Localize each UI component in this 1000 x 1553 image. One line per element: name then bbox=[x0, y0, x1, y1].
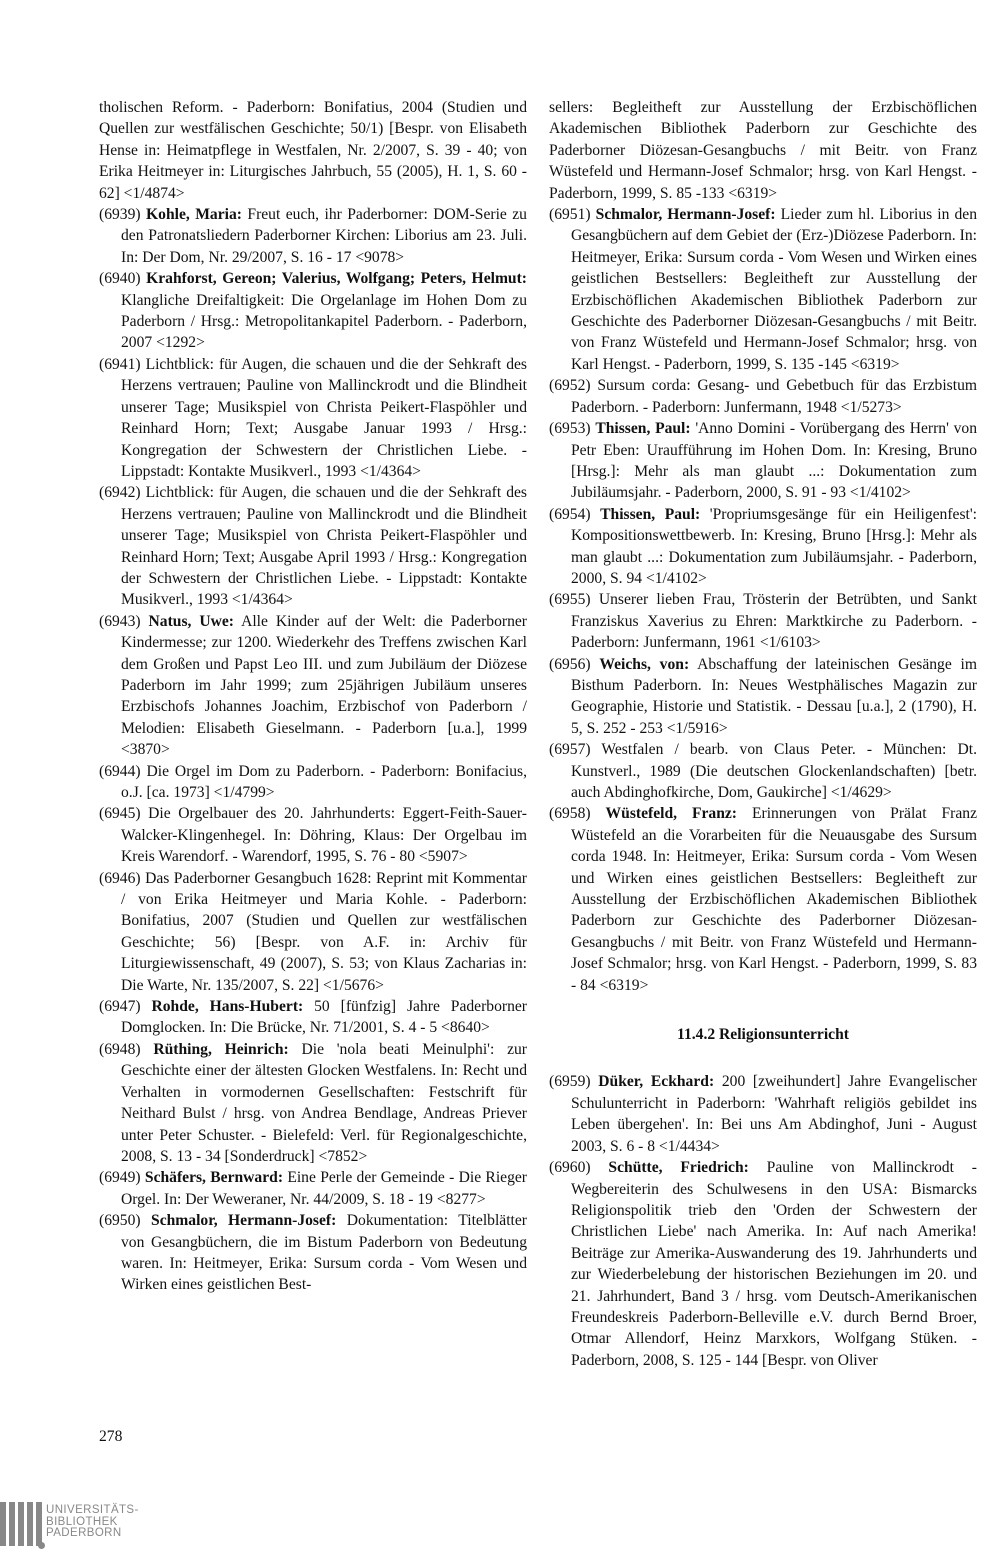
entry-number: (6954) bbox=[549, 505, 591, 523]
entry-number: (6960) bbox=[549, 1159, 591, 1177]
bibliography-entry bbox=[99, 354, 527, 482]
entry-text: Sursum corda: Gesang- und Gebetbuch für das Erzbistum Paderborn. - Paderborn: Junfermann, 1948 <1/5273> bbox=[571, 377, 977, 416]
entry-author: Thissen, Paul: bbox=[600, 505, 701, 523]
entry-text: 50 [fünfzig] Jahre Paderborner Domglocken. In: Die Brücke, Nr. 71/2001, S. 4 - 5 <8640> bbox=[121, 998, 527, 1037]
entry-number: (6944) bbox=[99, 762, 141, 780]
entry-number: (6943) bbox=[99, 612, 141, 630]
bibliography-entry bbox=[549, 375, 977, 418]
entry-text: 'Propriumsgesänge für ein Heiligenfest': Kompositionswettbewerb. In: Kresing, Bruno [Hrsg.]: Mehr als man glaubt ...: Dokumentation zum Jubiläumsjahr. - Paderborn, 2000, S. 94 <1/4102> bbox=[571, 505, 977, 587]
entry-number: (6942) bbox=[99, 484, 141, 502]
entry-text: Abschaffung der lateinischen Gesänge im Bisthum Paderborn. In: Neues Westphälisches Magazin zur Geographie, Historie und Statistik. - Dessau [u.a.], 2 (1790), H. 5, S. 252 - 253 <1/5916> bbox=[571, 655, 977, 737]
entry-text: Lieder zum hl. Liborius in den Gesangbüchern auf dem Gebiet der (Erz-)Diözese Paderborn. In: Heitmeyer, Erika: Sursum corda - Vom Wesen und Wirken eines geistlichen Bestsellers: Begleitheft zur Ausstellung der Erzbischöflichen Akademischen Bibliothek Paderborn zur Geschichte des Paderborner Diözesan-Gesangbuchs / mit Beitr. von Franz Wüstefeld und Hermann-Josef Schmalor; hrsg. von Karl Hengst. - Paderborn, 1999, S. 135 -145 <6319> bbox=[571, 206, 978, 373]
entry-author: Rohde, Hans-Hubert: bbox=[151, 998, 304, 1016]
bibliography-entry bbox=[99, 611, 527, 761]
entry-text: Pauline von Mallinckrodt - Wegbereiterin des Schulwesens in den USA: Bismarcks Religionspolitik trieb den 'Orden der Schwestern der Christlichen Liebe' nach Amerika. In: Auf nach Amerika! Beiträge zur Amerika-Auswanderung des 19. Jahrhunderts und zur Wiederbelebung der historischen Beziehungen im 20. und 21. Jahrhundert, Band 3 / hrsg. vom Deutsch-Amerikanischen Freundeskreis Paderborn-Belleville e.V. durch Bernd Broer, Otmar Allendorf, Heinz Marxkors, Wolfgang Stüken. - Paderborn, 2008, S. 125 - 144 [Bespr. von Oliver bbox=[571, 1159, 977, 1369]
entry-number: (6950) bbox=[99, 1212, 141, 1230]
entry-number: (6955) bbox=[549, 591, 591, 609]
entry-text: Die Orgel im Dom zu Paderborn. - Paderborn: Bonifacius, o.J. [ca. 1973] <1/4799> bbox=[121, 762, 527, 801]
logo-line-3: PADERBORN bbox=[46, 1527, 122, 1539]
left-column bbox=[99, 97, 527, 1296]
bibliography-entry bbox=[99, 1210, 527, 1296]
bibliography-entry bbox=[549, 418, 977, 504]
entry-number: (6952) bbox=[549, 377, 591, 395]
entry-author: Düker, Eckhard: bbox=[598, 1073, 715, 1091]
entry-text: 200 [zweihundert] Jahre Evangelischer Schulunterricht in Paderborn: 'Wahrhaft religiös gebildet ins Leben übergehen'. In: Bei uns Am Abdinghof, Juni - August 2003, S. 6 - 8 <1/4434> bbox=[571, 1073, 977, 1155]
bibliography-entry bbox=[99, 1167, 527, 1210]
bibliography-entry bbox=[549, 654, 977, 740]
bibliography-entry bbox=[99, 803, 527, 867]
bibliography-entry bbox=[99, 996, 527, 1039]
logo-bars-icon bbox=[0, 1502, 42, 1546]
entry-text: Lichtblick: für Augen, die schauen und die der Sehkraft des Herzens vertrauen; Pauline von Mallinckrodt und die Blindheit unserer Tage; Musikspiel von Christa Peikert-Flaspöhler und Reinhard Horn; Text; Ausgabe April 1993 / Hrsg.: Kongregation der Schwestern der Christlichen Liebe. - Lippstadt: Kontakte Musikverl., 1993 <1/4364> bbox=[121, 484, 527, 609]
entry-author: Schütte, Friedrich: bbox=[608, 1159, 749, 1177]
entry-text: 'Anno Domini - Vorübergang des Herrn' von Petr Eben: Uraufführung im Hohen Dom. In: Kresing, Bruno [Hrsg.]: Mehr als man glaubt ...: Dokumentation zum Jubiläumsjahr. - Paderborn, 2000, S. 91 - 93 <1/4102> bbox=[571, 420, 977, 502]
logo-dot-icon bbox=[38, 1542, 45, 1549]
bibliography-entry bbox=[549, 739, 977, 803]
entry-text: Das Paderborner Gesangbuch 1628: Reprint mit Kommentar / von Erika Heitmeyer und Maria Kohle. - Paderborn: Bonifatius, 2007 (Studien und Quellen zur westfälischen Geschichte; 56) [Bespr. von A.F. in: Archiv für Liturgiewissenschaft, 49 (2007), S. 53; von Klaus Zacharias in: Die Warte, Nr. 135/2007, S. 22] <1/5676> bbox=[121, 869, 527, 994]
left-entry-list bbox=[99, 204, 527, 1296]
entry-author: Rüthing, Heinrich: bbox=[153, 1040, 289, 1058]
bibliography-entry bbox=[99, 1039, 527, 1167]
entry-number: (6947) bbox=[99, 998, 141, 1016]
entry-number: (6958) bbox=[549, 805, 591, 823]
entry-author: Thissen, Paul: bbox=[595, 420, 691, 438]
bibliography-entry bbox=[549, 504, 977, 590]
entry-number: (6949) bbox=[99, 1169, 141, 1187]
bibliography-entry bbox=[99, 761, 527, 804]
bibliography-entry bbox=[549, 803, 977, 996]
entry-number: (6959) bbox=[549, 1073, 591, 1091]
bibliography-entry bbox=[549, 589, 977, 653]
entry-number: (6940) bbox=[99, 270, 141, 288]
section-heading: 11.4.2 Religionsunterricht bbox=[677, 1026, 849, 1044]
entry-text: Erinnerungen von Prälat Franz Wüstefeld an die Vorarbeiten für die Neuausgabe des Sursum corda 1948. In: Heitmeyer, Erika: Sursum corda - Vom Wesen und Wirken eines geistlichen Bestsellers: Begleitheft zur Ausstellung der Erzbischöflichen Akademischen Bibliothek Paderborn zur Geschichte des Paderborner Diözesan-Gesangbuchs / mit Beitr. von Franz Wüstefeld und Hermann-Josef Schmalor; hrsg. von Karl Hengst. - Paderborn, 1999, S. 83 - 84 <6319> bbox=[571, 805, 977, 994]
entry-text: Unserer lieben Frau, Trösterin der Betrübten, und Sankt Franziskus Xaverius zu Ehren: Marktkirche zu Paderborn. - Paderborn: Junfermann, 1961 <1/6103> bbox=[571, 591, 977, 652]
entry-number: (6956) bbox=[549, 655, 591, 673]
entry-author: Weichs, von: bbox=[599, 655, 690, 673]
entry-text: Dokumentation: Titelblätter von Gesangbüchern, die im Bistum Paderborn von Bedeutung waren. In: Heitmeyer, Erika: Sursum corda - Vom Wesen und Wirken eines geistlichen Best- bbox=[121, 1212, 527, 1294]
entry-text: Klangliche Dreifaltigkeit: Die Orgelanlage im Hohen Dom zu Paderborn / Hrsg.: Metropolitankapitel Paderborn. - Paderborn, 2007 <1292> bbox=[121, 291, 527, 352]
entry-text: Die 'nola beati Meinulphi': zur Geschichte einer der ältesten Glocken Westfalens. In: Recht und Verhalten in vormodernen Gesellschaften: Festschrift für Neithard Bulst / hrsg. von Andrea Bendlage, Andreas Priever unter Peter Schuster. - Bielefeld: Verl. für Regionalgeschichte, 2008, S. 13 - 34 [Sonderdruck] <7852> bbox=[121, 1040, 527, 1165]
entry-text: Die Orgelbauer des 20. Jahrhunderts: Eggert-Feith-Sauer-Walcker-Klingenhegel. In: Döhring, Klaus: Der Orgelbau im Kreis Warendorf. - Warendorf, 1995, S. 76 - 80 <5907> bbox=[121, 805, 527, 866]
bibliography-entry bbox=[99, 868, 527, 996]
continued-entry-text: sellers: Begleitheft zur Ausstellung der Erzbischöflichen Akademischen Bibliothek Paderborn zur Geschichte des Paderborner Diözesan-Gesangbuchs / mit Beitr. von Franz Wüstefeld und Hermann-Josef Schmalor; hrsg. von Karl Hengst. - Paderborn, 1999, S. 85 -133 <6319> bbox=[549, 99, 977, 202]
right-entry-list bbox=[549, 204, 977, 996]
bibliography-entry bbox=[549, 204, 977, 375]
continued-entry-text: tholischen Reform. - Paderborn: Bonifatius, 2004 (Studien und Quellen zur westfälischen Geschichte; 50/1) [Bespr. von Elisabeth Hense in: Heimatpflege in Westfalen, Nr. 2/2007, S. 39 - 40; von Erika Heitmeyer in: Liturgisches Jahrbuch, 55 (2005), H. 1, S. 60 - 62] <1/4874> bbox=[99, 99, 527, 202]
bibliography-entry bbox=[549, 1071, 977, 1157]
entry-number: (6953) bbox=[549, 420, 591, 438]
entry-author: Kohle, Maria: bbox=[146, 206, 242, 224]
entry-number: (6939) bbox=[99, 206, 141, 224]
entry-author: Schmalor, Hermann-Josef: bbox=[151, 1212, 337, 1230]
right-entry-list-2 bbox=[549, 1071, 977, 1371]
bibliography-entry bbox=[99, 268, 527, 354]
logo-line-1: UNIVERSITÄTS- bbox=[46, 1504, 139, 1516]
entry-author: Schäfers, Bernward: bbox=[144, 1169, 284, 1187]
bibliography-entry bbox=[99, 204, 527, 268]
entry-number: (6957) bbox=[549, 741, 591, 759]
entry-text: Eine Perle der Gemeinde - Die Rieger Orgel. In: Der Weweraner, Nr. 44/2009, S. 18 - 19 <8277> bbox=[121, 1169, 527, 1208]
entry-number: (6948) bbox=[99, 1040, 141, 1058]
entry-author: Natus, Uwe: bbox=[148, 612, 234, 630]
entry-text: Freut euch, ihr Paderborner: DOM-Serie zu den Patronatsliedern Paderborner Kirchen: Liborius am 23. Juli. In: Der Dom, Nr. 29/2007, S. 16 - 17 <9078> bbox=[121, 206, 527, 266]
entry-number: (6941) bbox=[99, 355, 141, 373]
entry-author: Schmalor, Hermann-Josef: bbox=[595, 206, 776, 224]
entry-number: (6946) bbox=[99, 869, 141, 887]
library-logo bbox=[0, 1502, 139, 1546]
entry-text: Alle Kinder auf der Welt: die Paderborner Kindermesse; zur 1200. Wiederkehr des Treffens zwischen Karl dem Großen und Papst Leo III. und zum Jubiläum der Diözese Paderborn im Jahr 1999; zum 25jährigen Jubiläum unseres Erzbischofs Johannes Joachim, Erzbischof von Paderborn / Melodien: Elisabeth Gieselmann. - Paderborn [u.a.], 1999 <3870> bbox=[121, 612, 527, 759]
bibliography-entry bbox=[549, 1157, 977, 1371]
logo-text bbox=[46, 1505, 139, 1540]
right-column bbox=[549, 97, 977, 1371]
entry-text: Westfalen / bearb. von Claus Peter. - München: Dt. Kunstverl., 1989 (Die deutschen Glockenlandschaften) [betr. auch Abdinghofkirche, Dom, Gaukirche] <1/4629> bbox=[571, 741, 977, 801]
entry-number: (6945) bbox=[99, 805, 141, 823]
bibliography-entry bbox=[99, 482, 527, 610]
page-number: 278 bbox=[99, 1428, 123, 1445]
entry-author: Wüstefeld, Franz: bbox=[605, 805, 738, 823]
logo-line-2: BIBLIOTHEK bbox=[46, 1515, 118, 1528]
entry-number: (6951) bbox=[549, 206, 591, 224]
entry-text: Lichtblick: für Augen, die schauen und die der Sehkraft des Herzens vertrauen; Pauline von Mallinckrodt und die Blindheit unserer Tage; Musikspiel von Christa Peikert-Flaspöhler und Reinhard Horn; Text; Ausgabe Januar 1993 / Hrsg.: Kongregation der Schwestern der Christlichen Liebe. - Lippstadt: Kontakte Musikverl., 1993 <1/4364> bbox=[121, 355, 527, 480]
entry-author: Krahforst, Gereon; Valerius, Wolfgang; Peters, Helmut: bbox=[146, 270, 527, 288]
